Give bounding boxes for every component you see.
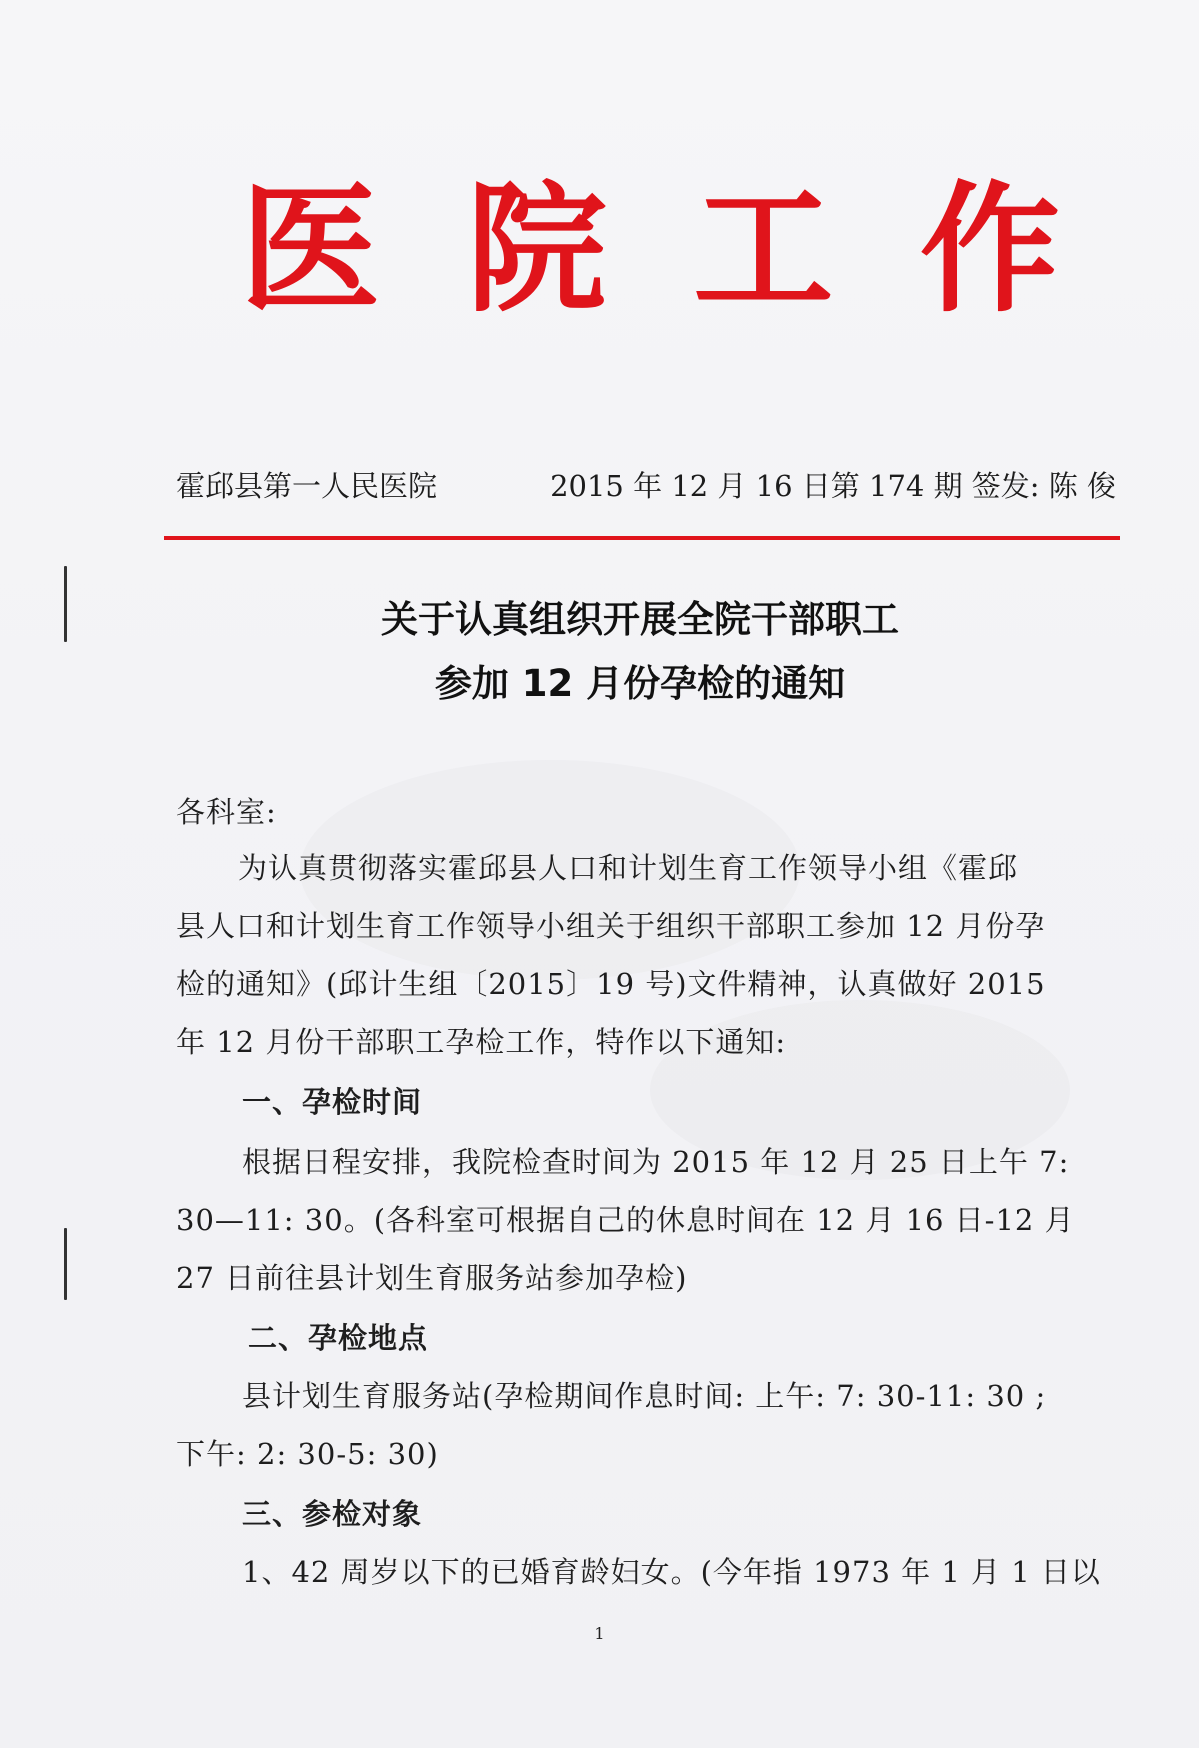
- section-line: 县计划生育服务站(孕检期间作息时间: 上午: 7: 30-11: 30 ;: [242, 1379, 1047, 1413]
- intro-line: 年 12 月份干部职工孕检工作，特作以下通知:: [176, 1025, 787, 1059]
- masthead-char: 院: [466, 168, 607, 332]
- masthead-char: 作: [919, 168, 1060, 332]
- section-line: 根据日程安排，我院检查时间为 2015 年 12 月 25 日上午 7:: [242, 1145, 1070, 1179]
- intro-line: 检的通知》(邱计生组〔2015〕19 号)文件精神，认真做好 2015: [176, 967, 1046, 1001]
- issue-info: 2015 年 12 月 16 日第 174 期 签发: 陈 俊: [550, 469, 1116, 503]
- section-heading: 一、孕检时间: [242, 1085, 423, 1119]
- section-line: 下午: 2: 30-5: 30): [176, 1437, 439, 1471]
- section-heading: 三、参检对象: [242, 1497, 423, 1531]
- section-line: 27 日前往县计划生育服务站参加孕检): [176, 1261, 688, 1295]
- intro-line: 为认真贯彻落实霍邱县人口和计划生育工作领导小组《霍邱: [238, 851, 1019, 885]
- issuer-line: [176, 466, 1116, 506]
- binding-mark: [64, 566, 67, 642]
- page-number: 1: [594, 1624, 605, 1643]
- intro-line: 县人口和计划生育工作领导小组关于组织干部职工参加 12 月份孕: [176, 909, 1046, 943]
- section-heading: 二、孕检地点: [248, 1321, 429, 1355]
- issuer-name: 霍邱县第一人民医院: [176, 469, 438, 503]
- binding-mark: [64, 1228, 67, 1300]
- section-line: 1、42 周岁以下的已婚育龄妇女。(今年指 1973 年 1 月 1 日以: [242, 1555, 1101, 1589]
- section-line: 30—11: 30。(各科室可根据自己的休息时间在 12 月 16 日-12 月: [176, 1203, 1075, 1237]
- document-title-line-1: 关于认真组织开展全院干部职工: [381, 598, 899, 641]
- document-title-line-2: 参加 12 月份孕检的通知: [434, 662, 846, 705]
- masthead: [230, 168, 1070, 332]
- red-divider: [164, 536, 1120, 540]
- masthead-char: 医: [239, 168, 380, 332]
- salutation: 各科室:: [176, 795, 277, 829]
- masthead-char: 工: [693, 168, 834, 332]
